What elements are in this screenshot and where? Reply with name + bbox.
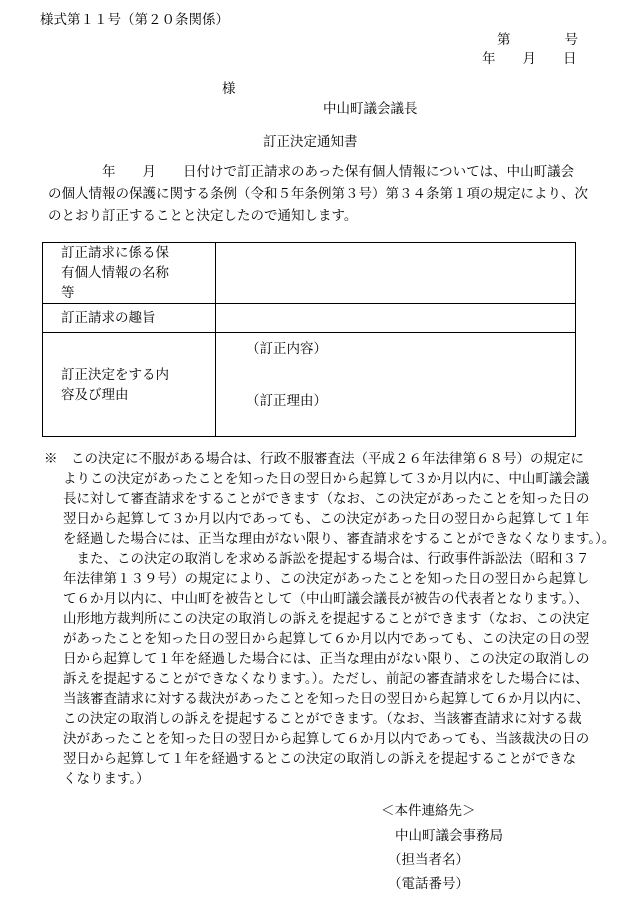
note-line: くなります。） [63,771,150,787]
note-line: て６か月以内に、中山町を被告として（中山町議会議長が被告の代表者となります。）、 [63,591,589,607]
document-title: 訂正決定通知書 [263,134,358,150]
contact-person: （担当者名） [388,852,469,868]
body-line: の個人情報の保護に関する条例（令和５年条例第３号）第３４条第１項の規定により、次 [48,186,588,202]
table-row [43,333,576,437]
decision-label: 訂正決定をする内 容及び理由 [43,333,216,437]
note-line: 翌日から起算して３か月以内であっても、この決定があった日の翌日から起算して１年 [63,511,590,527]
addressee-suffix: 様 [222,81,236,97]
request-purpose-value [216,304,576,333]
note-line: 決があったことを知った日の翌日から起算して６か月以内であっても、当該裁決の日の [63,731,590,747]
body-line: 年 月 日付けで訂正請求のあった保有個人情報については、中山町議会 [48,164,575,180]
note-line: 長に対して審査請求をすることができます（なお、この決定があったことを知った日の [63,491,590,507]
note-line: があったことを知った日の翌日から起算して６か月以内であっても、この決定の日の翌 [63,631,590,647]
note-line: 翌日から起算して１年を経過するとこの決定の取消しの訴えを提起することができな [63,751,576,767]
note-line: よりこの決定があったことを知った日の翌日から起算して３か月以内に、中山町議会議 [63,471,590,487]
request-purpose-label: 訂正請求の趣旨 [43,304,216,333]
note-line: この決定の取消しの訴えを提起することができます。（なお、当該審査請求に対する裁 [63,711,582,727]
contact-phone: （電話番号） [388,876,469,892]
note-line: 訴えを提起することができなくなります。）。ただし、前記の審査請求をした場合には、 [63,671,589,687]
contact-heading: ＜本件連絡先＞ [381,803,476,819]
note-line: 年法律第１３９号）の規定により、この決定があったことを知った日の翌日から起算し [63,571,590,587]
body-paragraph [48,161,588,227]
decision-value [216,333,576,437]
correction-reason-label: （訂正理由） [246,393,327,409]
subject-info-label: 訂正請求に係る保 有個人情報の名称 等 [43,243,216,304]
note-line: また、この決定の取消しを求める訴訟を提起する場合は、行政事件訴訟法（昭和３７ [63,551,590,567]
body-line: のとおり訂正することと決定したので通知します。 [48,208,358,224]
document-number: 第 号 [497,32,578,48]
note-line: 日から起算して１年を経過した場合には、正当な理由がない限り、この決定の取消しの [63,651,590,667]
document-date: 年 月 日 [482,51,577,67]
table-row [43,304,576,333]
subject-info-value [216,243,576,304]
note-line: を経過した場合には、正当な理由がない限り、審査請求をすることができなくなります。）。 [63,531,616,547]
correction-content-label: （訂正内容） [246,341,327,357]
note-line: 山形地方裁判所にこの決定の取消しの訴えを提起することができます（なお、この決定 [63,611,590,627]
contact-office: 中山町議会事務局 [395,828,503,844]
note-line: ※ この決定に不服がある場合は、行政不服審査法（平成２６年法律第６８号）の規定に [44,451,584,467]
note-line: 当該審査請求に対する裁決があったことを知った日の翌日から起算して６か月以内に、 [63,691,590,707]
form-number: 様式第１１号（第２０条関係） [40,12,229,28]
correction-table [42,242,576,437]
issuer: 中山町議会議長 [323,101,418,117]
table-row [43,243,576,304]
